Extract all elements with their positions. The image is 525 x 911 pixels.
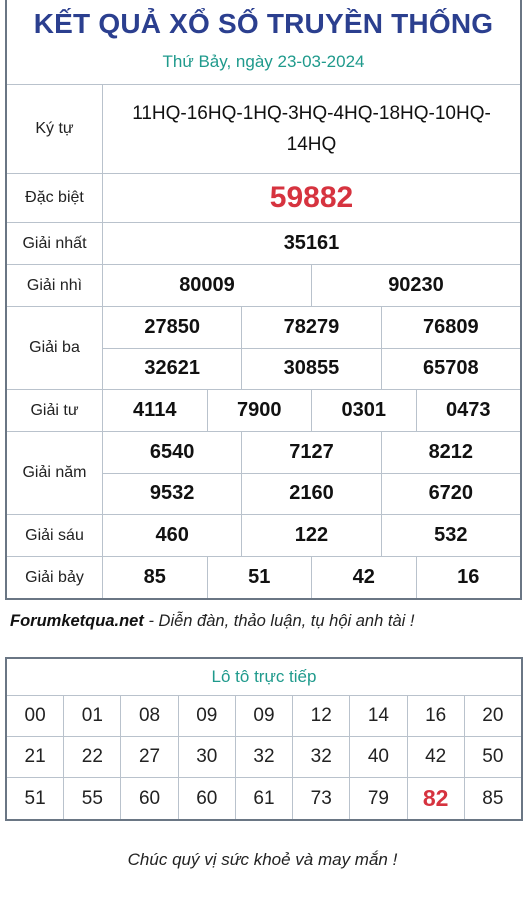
results-table (5, 0, 522, 600)
row-label: Giải sáu (7, 515, 103, 556)
row-dac-biet (7, 174, 520, 223)
loto-number: 79 (350, 778, 407, 819)
prize-number: 80009 (103, 265, 312, 306)
loto-title: Lô tô trực tiếp (7, 659, 521, 696)
prize-number: 6540 (103, 432, 242, 473)
row-giai-bay (7, 557, 520, 598)
loto-number: 16 (408, 696, 465, 736)
loto-number: 32 (293, 737, 350, 777)
loto-number: 61 (236, 778, 293, 819)
row-giai-nhat (7, 223, 520, 265)
loto-number: 12 (293, 696, 350, 736)
row-label: Giải tư (7, 390, 103, 431)
loto-row (7, 696, 521, 737)
draw-date: Thứ Bảy, ngày 23-03-2024 (162, 52, 365, 71)
prize-number: 122 (242, 515, 381, 556)
loto-number: 21 (7, 737, 64, 777)
special-prize-number: 59882 (269, 181, 354, 214)
loto-number: 08 (121, 696, 178, 736)
row-ky-tu (7, 85, 520, 174)
prize-number: 4114 (103, 390, 208, 431)
loto-number: 42 (408, 737, 465, 777)
row-giai-sau (7, 515, 520, 557)
forum-site-name: Forumketqua.net (10, 612, 144, 630)
row-label: Giải nhất (7, 223, 103, 264)
loto-table (5, 657, 523, 821)
forum-tagline: - Diễn đàn, thảo luận, tụ hội anh tài ! (143, 612, 415, 630)
loto-number: 50 (482, 746, 504, 767)
loto-number: 14 (350, 696, 407, 736)
loto-number: 51 (7, 778, 64, 819)
loto-number: 00 (7, 696, 64, 736)
prize-number: 6720 (428, 482, 474, 505)
footer-wish: Chúc quý vị sức khoẻ và may mắn ! (127, 850, 398, 869)
loto-number: 20 (482, 705, 504, 726)
prize-number: 27850 (103, 307, 242, 348)
row-giai-nam (7, 432, 520, 515)
loto-number: 85 (482, 787, 504, 809)
loto-row (7, 737, 521, 778)
loto-number: 32 (236, 737, 293, 777)
prize-number: 9532 (103, 474, 242, 515)
loto-number: 27 (121, 737, 178, 777)
loto-number: 30 (179, 737, 236, 777)
loto-number: 55 (64, 778, 121, 819)
loto-row (7, 778, 521, 819)
prize-number: 32621 (103, 349, 242, 390)
prize-number: 42 (312, 557, 417, 598)
row-giai-ba (7, 307, 520, 390)
row-label: Ký tự (7, 85, 103, 173)
loto-number: 60 (179, 778, 236, 819)
prize-number: 85 (103, 557, 208, 598)
row-label: Giải ba (7, 307, 103, 389)
loto-number: 09 (179, 696, 236, 736)
prize-number: 532 (434, 524, 468, 546)
loto-number: 60 (121, 778, 178, 819)
loto-number: 73 (293, 778, 350, 819)
ky-tu-value (103, 85, 520, 173)
prize-number: 35161 (283, 232, 340, 254)
prize-number: 65708 (423, 357, 479, 380)
prize-number: 7127 (242, 432, 381, 473)
results-header (7, 0, 520, 85)
ky-tu-line: 14HQ (286, 134, 337, 155)
prize-number: 0301 (312, 390, 417, 431)
loto-number: 40 (350, 737, 407, 777)
page-title: KẾT QUẢ XỔ SỐ TRUYỀN THỐNG (33, 8, 494, 39)
row-label: Giải năm (7, 432, 103, 514)
loto-number-special: 82 (408, 778, 465, 819)
prize-number: 460 (103, 515, 242, 556)
prize-number: 7900 (208, 390, 313, 431)
row-giai-tu (7, 390, 520, 432)
row-label: Đặc biệt (7, 174, 103, 222)
prize-number: 16 (457, 566, 480, 588)
loto-number: 22 (64, 737, 121, 777)
loto-number: 09 (236, 696, 293, 736)
loto-number: 01 (64, 696, 121, 736)
row-giai-nhi (7, 265, 520, 307)
forum-note (10, 612, 414, 631)
prize-number: 2160 (242, 474, 381, 515)
prize-number: 30855 (242, 349, 381, 390)
ky-tu-line: 11HQ-16HQ-1HQ-3HQ-4HQ-18HQ-10HQ- (132, 103, 491, 124)
row-label: Giải nhì (7, 265, 103, 306)
prize-number: 8212 (428, 440, 474, 463)
row-label: Giải bảy (7, 557, 103, 598)
prize-number: 0473 (446, 399, 491, 421)
prize-number: 76809 (423, 315, 479, 338)
prize-number: 51 (208, 557, 313, 598)
prize-number: 78279 (242, 307, 381, 348)
prize-number: 90230 (388, 274, 444, 296)
